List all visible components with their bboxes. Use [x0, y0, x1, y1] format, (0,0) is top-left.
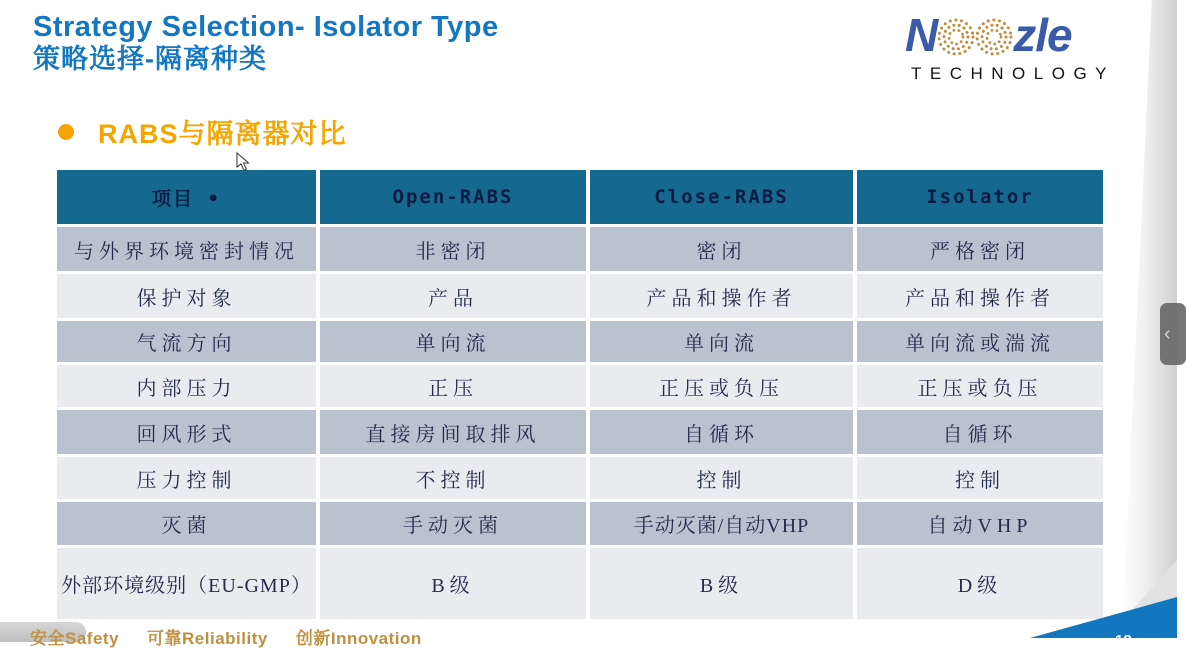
table-cell: 与外界环境密封情况 [57, 227, 316, 271]
comparison-table [57, 170, 1103, 619]
table-cell: 单向流 [590, 321, 853, 362]
motto-reliability: 可靠Reliability [147, 629, 268, 648]
column-header: Open-RABS [320, 170, 586, 224]
dotted-o-icon [972, 15, 1016, 59]
table-cell: B级 [320, 548, 586, 619]
table-cell: 灭菌 [57, 502, 316, 545]
motto-innovation: 创新Innovation [295, 629, 422, 648]
table-cell: 气流方向 [57, 321, 316, 362]
table-cell: 单向流或湍流 [857, 321, 1103, 362]
table-cell: 产品和操作者 [590, 274, 853, 318]
side-nav-collapse-tab[interactable] [1160, 303, 1186, 365]
slide-title-chinese: 策略选择-隔离种类 [33, 44, 267, 75]
mouse-cursor-icon [236, 152, 252, 172]
column-header: Isolator [857, 170, 1103, 224]
section-heading [58, 112, 347, 151]
table-cell: 不控制 [320, 457, 586, 499]
motto-safety: 安全Safety [30, 629, 120, 648]
column-header: Close-RABS [590, 170, 853, 224]
table-cell: 回风形式 [57, 410, 316, 454]
table-cell: 严格密闭 [857, 227, 1103, 271]
table-cell: 正压或负压 [590, 365, 853, 407]
table-cell: 自循环 [857, 410, 1103, 454]
table-cell: 单向流 [320, 321, 586, 362]
noozle-logo [905, 8, 1140, 84]
table-cell: 保护对象 [57, 274, 316, 318]
footer-mottos [30, 624, 422, 649]
logo-subtitle: TECHNOLOGY [911, 64, 1116, 83]
table-cell: 正压或负压 [857, 365, 1103, 407]
table-cell: 产品和操作者 [857, 274, 1103, 318]
logo-letters-zle: zle [1013, 9, 1072, 61]
table-cell: 非密闭 [320, 227, 586, 271]
table-cell: 自循环 [590, 410, 853, 454]
table-cell: 手动灭菌 [320, 502, 586, 545]
chevron-left-icon: ‹ [1164, 322, 1171, 345]
table-cell: 内部压力 [57, 365, 316, 407]
title-block [33, 12, 499, 74]
corner-ribbon [1017, 553, 1177, 649]
section-heading-text: RABS与隔离器对比 [98, 119, 347, 149]
column-header: 项目 • [57, 170, 316, 224]
table-cell: B级 [590, 548, 853, 619]
table-cell: 自动VHP [857, 502, 1103, 545]
page-number: 18 [1115, 632, 1132, 649]
table-cell: 直接房间取排风 [320, 410, 586, 454]
table-cell: 产品 [320, 274, 586, 318]
logo-letter-n: N [905, 9, 938, 61]
table-cell: 控制 [857, 457, 1103, 499]
logo-wordmark [905, 8, 1140, 62]
bullet-icon [58, 124, 74, 140]
table-cell: 密闭 [590, 227, 853, 271]
table-cell: 控制 [590, 457, 853, 499]
table-cell: 正压 [320, 365, 586, 407]
table-cell: D级 [857, 548, 1103, 619]
table-cell: 外部环境级别（EU-GMP） [57, 548, 316, 619]
slide-title-english: Strategy Selection- Isolator Type [33, 11, 499, 43]
table-cell: 压力控制 [57, 457, 316, 499]
table-cell: 手动灭菌/自动VHP [590, 502, 853, 545]
